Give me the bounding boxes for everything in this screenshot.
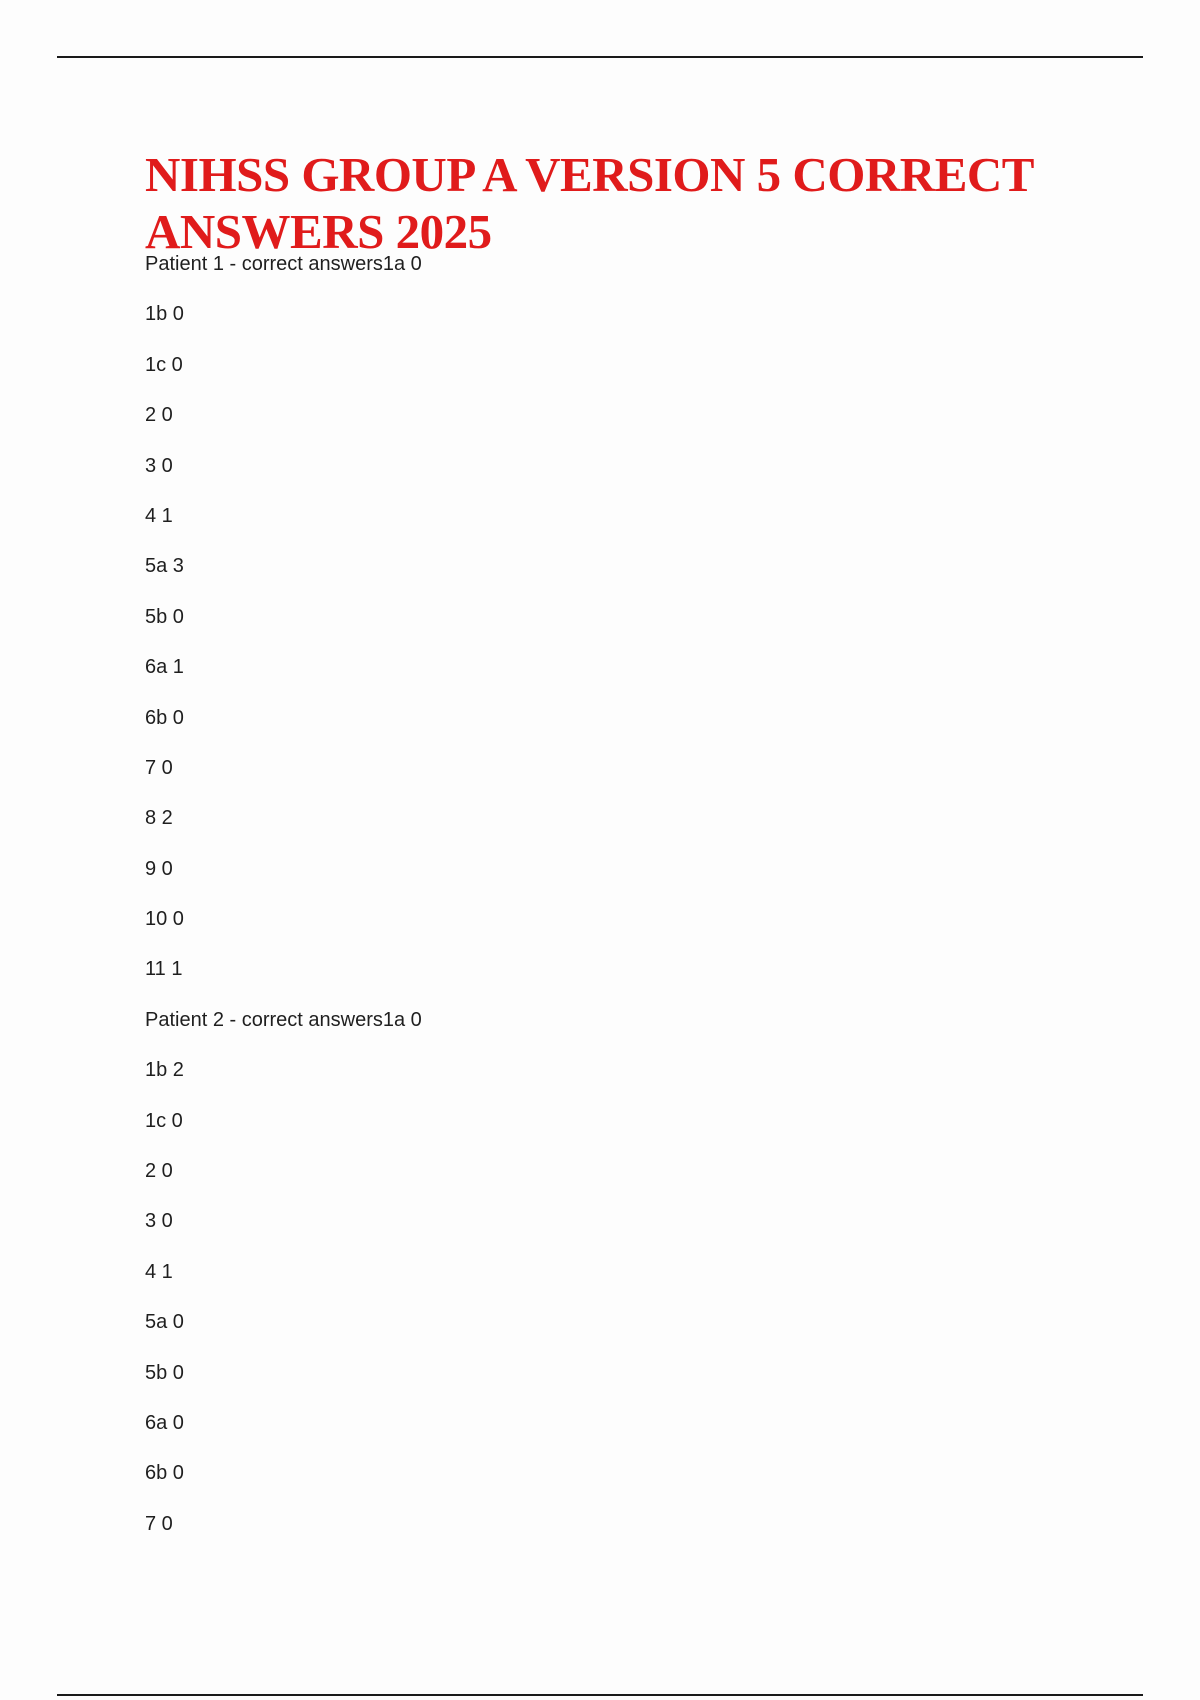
answer-line: 11 1 — [145, 958, 183, 981]
answer-line: Patient 1 - correct answers1a 0 — [145, 253, 422, 275]
answer-line: Patient 2 - correct answers1a 0 — [145, 1008, 422, 1031]
answer-line: 4 1 — [145, 1260, 173, 1283]
answer-line: 2 0 — [145, 1160, 173, 1183]
answer-line: 1b 2 — [145, 1059, 184, 1082]
answer-line: 6b 0 — [145, 1462, 184, 1485]
footer-rule — [57, 1694, 1143, 1696]
answer-line: 8 2 — [145, 807, 173, 830]
answer-line: 7 0 — [145, 1512, 173, 1535]
answer-line: 2 0 — [145, 404, 173, 427]
answer-line: 6a 0 — [145, 1411, 184, 1434]
answer-line: 5a 0 — [145, 1311, 184, 1334]
answer-line: 4 1 — [145, 504, 173, 527]
answer-line: 10 0 — [145, 908, 184, 931]
answer-line: 1b 0 — [145, 303, 184, 326]
answer-line: 5a 3 — [145, 555, 184, 578]
answer-line: 5b 0 — [145, 1361, 184, 1384]
answer-line: 6b 0 — [145, 706, 184, 729]
document-title: NIHSS GROUP A VERSION 5 CORRECT ANSWERS 2025 — [145, 147, 1034, 259]
answer-line: 7 0 — [145, 756, 173, 779]
answer-line: 1c 0 — [145, 353, 183, 376]
answer-line: 3 0 — [145, 1210, 173, 1233]
answer-line: 6a 1 — [145, 656, 184, 679]
answer-line: 5b 0 — [145, 605, 184, 628]
answer-list — [145, 252, 1105, 1562]
header-rule — [57, 56, 1143, 58]
answer-line: 1c 0 — [145, 1109, 183, 1132]
answer-line: 9 0 — [145, 857, 173, 880]
document-body — [145, 146, 1105, 1562]
answer-line: 3 0 — [145, 454, 173, 477]
